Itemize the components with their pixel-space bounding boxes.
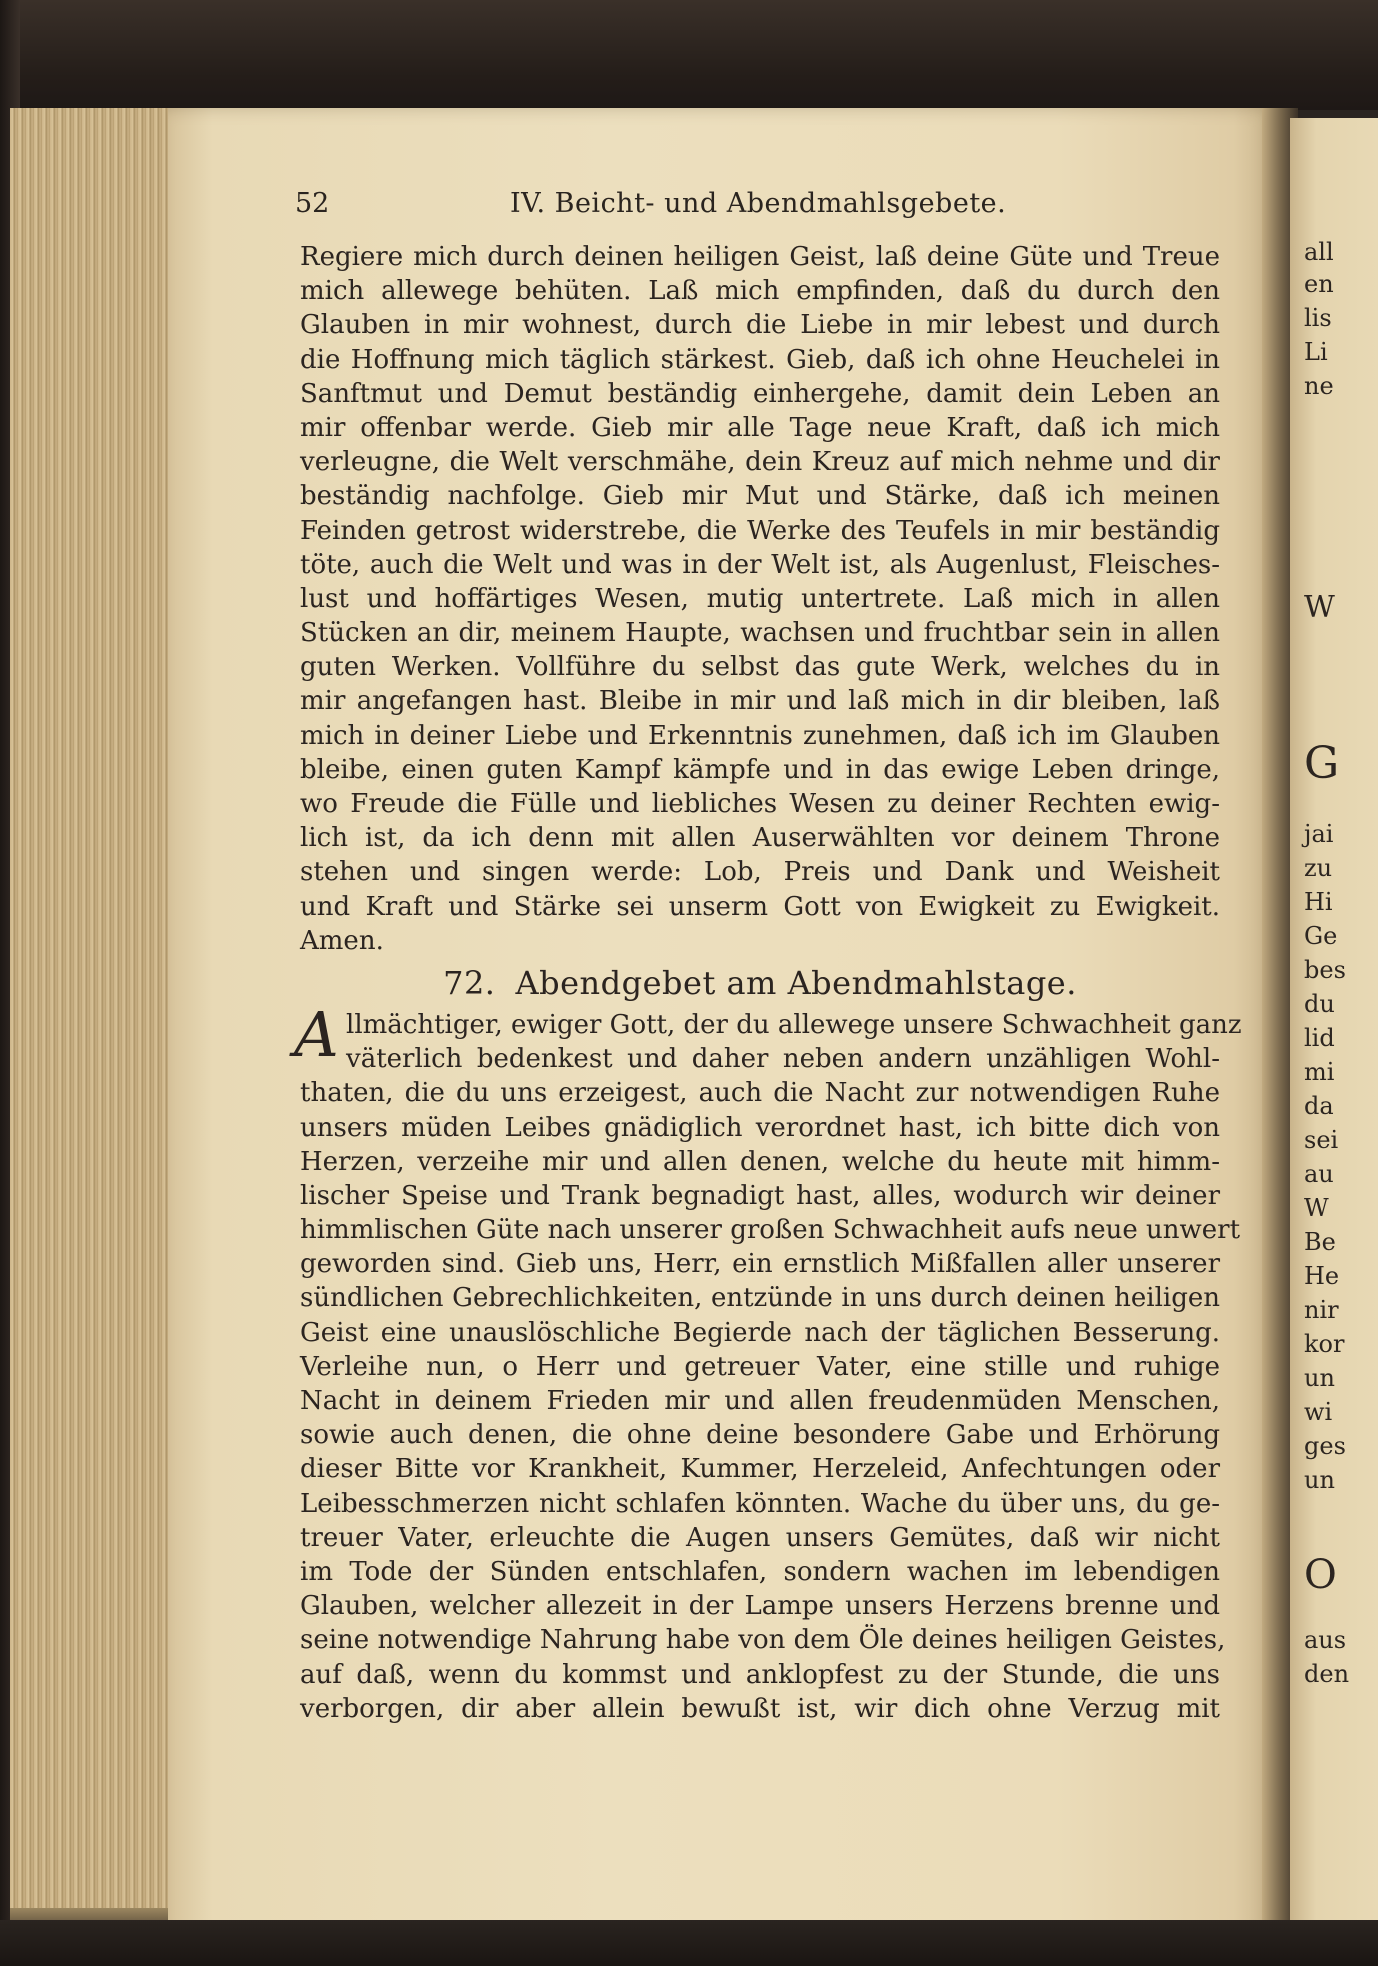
text-line: Leibesschmerzen nicht schlafen könnten. Wache du über uns, du ge- bbox=[300, 1488, 1220, 1519]
text-line-first-rest: llmächtiger, ewiger Gott, der du allewege unsere Schwachheit ganz bbox=[346, 1009, 1242, 1040]
text-line: mich allewege behüten. Laß mich empfinden, daß du durch den bbox=[300, 276, 1220, 307]
facing-fragment: sei bbox=[1304, 1126, 1339, 1154]
facing-fragment: Be bbox=[1304, 1228, 1336, 1256]
facing-fragment: G bbox=[1304, 738, 1340, 789]
text-line: lich ist, da ich denn mit allen Auserwählten vor deinem Throne bbox=[300, 823, 1220, 854]
facing-fragment: W bbox=[1304, 1194, 1329, 1222]
text-line: väterlich bedenkest und daher neben andern unzähligen Wohl- bbox=[346, 1044, 1220, 1075]
section-heading bbox=[300, 960, 1220, 1006]
facing-fragment: aus bbox=[1304, 1626, 1347, 1654]
text-line: und Kraft und Stärke sei unserm Gott von Ewigkeit zu Ewigkeit. bbox=[300, 891, 1220, 922]
facing-page bbox=[1290, 118, 1378, 1938]
facing-fragment: bes bbox=[1304, 956, 1346, 984]
text-line: unsers müden Leibes gnädiglich verordnet hast, ich bitte dich von bbox=[300, 1112, 1220, 1143]
page-edges bbox=[10, 108, 170, 1908]
text-line: lischer Speise und Trank begnadigt hast, alles, wodurch wir deiner bbox=[300, 1180, 1220, 1211]
facing-fragment: all bbox=[1304, 238, 1334, 266]
facing-fragment: da bbox=[1304, 1092, 1334, 1120]
text-line: Herzen, verzeihe mir und allen denen, welche du heute mit himm- bbox=[300, 1146, 1220, 1177]
text-line: auf daß, wenn du kommst und anklopfest zu der Stunde, die uns bbox=[300, 1659, 1220, 1690]
text-line: Glauben in mir wohnest, durch die Liebe in mir lebest und durch bbox=[300, 310, 1220, 341]
facing-fragment: wi bbox=[1304, 1398, 1333, 1426]
text-line: sowie auch denen, die ohne deine besondere Gabe und Erhörung bbox=[300, 1420, 1220, 1451]
text-line: Sanftmut und Demut beständig einhergehe, damit dein Leben an bbox=[300, 378, 1220, 409]
paragraph-evening-prayer bbox=[294, 997, 1242, 1726]
text-line: töte, auch die Welt und was in der Welt ist, als Augenlust, Fleisches- bbox=[300, 549, 1220, 580]
facing-fragment: lid bbox=[1304, 1024, 1335, 1052]
page-header bbox=[295, 188, 1215, 228]
text-line: sündlichen Gebrechlichkeiten, entzünde in uns durch deinen heiligen bbox=[300, 1283, 1220, 1314]
text-line: thaten, die du uns erzeigest, auch die Nacht zur notwendigen Ruhe bbox=[300, 1078, 1220, 1109]
page-body bbox=[294, 240, 1242, 1726]
text-line: geworden sind. Gieb uns, Herr, ein ernstlich Mißfallen aller unserer bbox=[300, 1249, 1220, 1280]
text-line: wo Freude die Fülle und liebliches Wesen zu deiner Rechten ewig- bbox=[300, 789, 1220, 819]
text-line: bleibe, einen guten Kampf kämpfe und in das ewige Leben dringe, bbox=[300, 754, 1220, 785]
facing-fragment: lis bbox=[1304, 304, 1332, 332]
facing-fragment: nir bbox=[1304, 1296, 1339, 1324]
facing-fragment: ges bbox=[1304, 1432, 1346, 1460]
facing-fragment: jai bbox=[1304, 820, 1334, 848]
text-line: Amen. bbox=[300, 925, 384, 956]
facing-fragment: ne bbox=[1304, 372, 1334, 400]
paragraph-prayer-continued bbox=[300, 240, 1220, 958]
facing-fragment: du bbox=[1304, 990, 1335, 1018]
facing-fragment: Hi bbox=[1304, 888, 1333, 916]
text-line: die Hoffnung mich täglich stärkest. Gieb, daß ich ohne Heuchelei in bbox=[300, 344, 1220, 375]
text-line: Stücken an dir, meinem Haupte, wachsen und fruchtbar sein in allen bbox=[300, 618, 1220, 649]
text-line: Geist eine unauslöschliche Begierde nach der täglichen Besserung. bbox=[300, 1317, 1220, 1348]
facing-fragment: au bbox=[1304, 1160, 1334, 1188]
drop-cap-initial: A bbox=[294, 997, 339, 1071]
facing-fragment: un bbox=[1304, 1466, 1335, 1494]
text-line: guten Werken. Vollführe du selbst das gute Werk, welches du in bbox=[300, 652, 1220, 683]
facing-fragment: He bbox=[1304, 1262, 1340, 1290]
bottom-shadow bbox=[0, 1920, 1378, 1966]
text-line: Verleihe nun, o Herr und getreuer Vater, eine stille und ruhige bbox=[300, 1351, 1220, 1382]
text-line: verborgen, dir aber allein bewußt ist, wir dich ohne Verzug mit bbox=[300, 1693, 1220, 1724]
text-line: dieser Bitte vor Krankheit, Kummer, Herzeleid, Anfechtungen oder bbox=[300, 1454, 1220, 1485]
facing-fragment: mi bbox=[1304, 1058, 1335, 1086]
section-number: 72. bbox=[443, 963, 496, 1002]
text-line: Glauben, welcher allezeit in der Lampe unsers Herzens brenne und bbox=[300, 1591, 1220, 1622]
text-line: mich in deiner Liebe und Erkenntnis zunehmen, daß ich im Glauben bbox=[300, 720, 1220, 751]
facing-fragment: den bbox=[1304, 1660, 1350, 1688]
text-line: lust und hoffärtiges Wesen, mutig untertrete. Laß mich in allen bbox=[300, 583, 1220, 614]
text-line: verleugne, die Welt verschmähe, dein Kreuz auf mich nehme und dir bbox=[300, 447, 1220, 478]
facing-fragment: kor bbox=[1304, 1330, 1345, 1358]
text-line: mir angefangen hast. Bleibe in mir und laß mich in dir bleiben, laß bbox=[300, 686, 1220, 717]
text-line: Feinden getrost widerstrebe, die Werke des Teufels in mir beständig bbox=[300, 515, 1220, 546]
facing-fragment: zu bbox=[1304, 854, 1333, 882]
facing-fragment: O bbox=[1304, 1552, 1337, 1598]
text-line: beständig nachfolge. Gieb mir Mut und Stärke, daß ich meinen bbox=[300, 481, 1220, 512]
facing-fragment: un bbox=[1304, 1364, 1335, 1392]
text-line: stehen und singen werde: Lob, Preis und Dank und Weisheit bbox=[300, 857, 1220, 888]
page-number: 52 bbox=[295, 188, 330, 219]
facing-fragment: Ge bbox=[1304, 922, 1338, 950]
running-title: IV. Beicht- und Abendmahlsgebete. bbox=[510, 188, 1007, 219]
text-line: seine notwendige Nahrung habe von dem Öle deines heiligen Geistes, bbox=[300, 1625, 1226, 1656]
facing-fragment: Li bbox=[1304, 338, 1328, 366]
text-line: Nacht in deinem Frieden mir und allen freudenmüden Menschen, bbox=[300, 1386, 1220, 1416]
text-line: treuer Vater, erleuchte die Augen unsers Gemütes, daß wir nicht bbox=[300, 1522, 1220, 1553]
facing-fragment: en bbox=[1304, 270, 1334, 298]
book-cover-top bbox=[0, 0, 1378, 110]
section-title: Abendgebet am Abendmahlstage. bbox=[515, 963, 1077, 1002]
text-line: mir offenbar werde. Gieb mir alle Tage neue Kraft, daß ich mich bbox=[300, 412, 1220, 443]
text-line: im Tode der Sünden entschlafen, sondern wachen im lebendigen bbox=[300, 1556, 1220, 1587]
text-line: himmlischen Güte nach unserer großen Schwachheit aufs neue unwert bbox=[300, 1215, 1241, 1246]
facing-fragment: W bbox=[1304, 590, 1335, 625]
text-line: Regiere mich durch deinen heiligen Geist, laß deine Güte und Treue bbox=[300, 242, 1220, 272]
